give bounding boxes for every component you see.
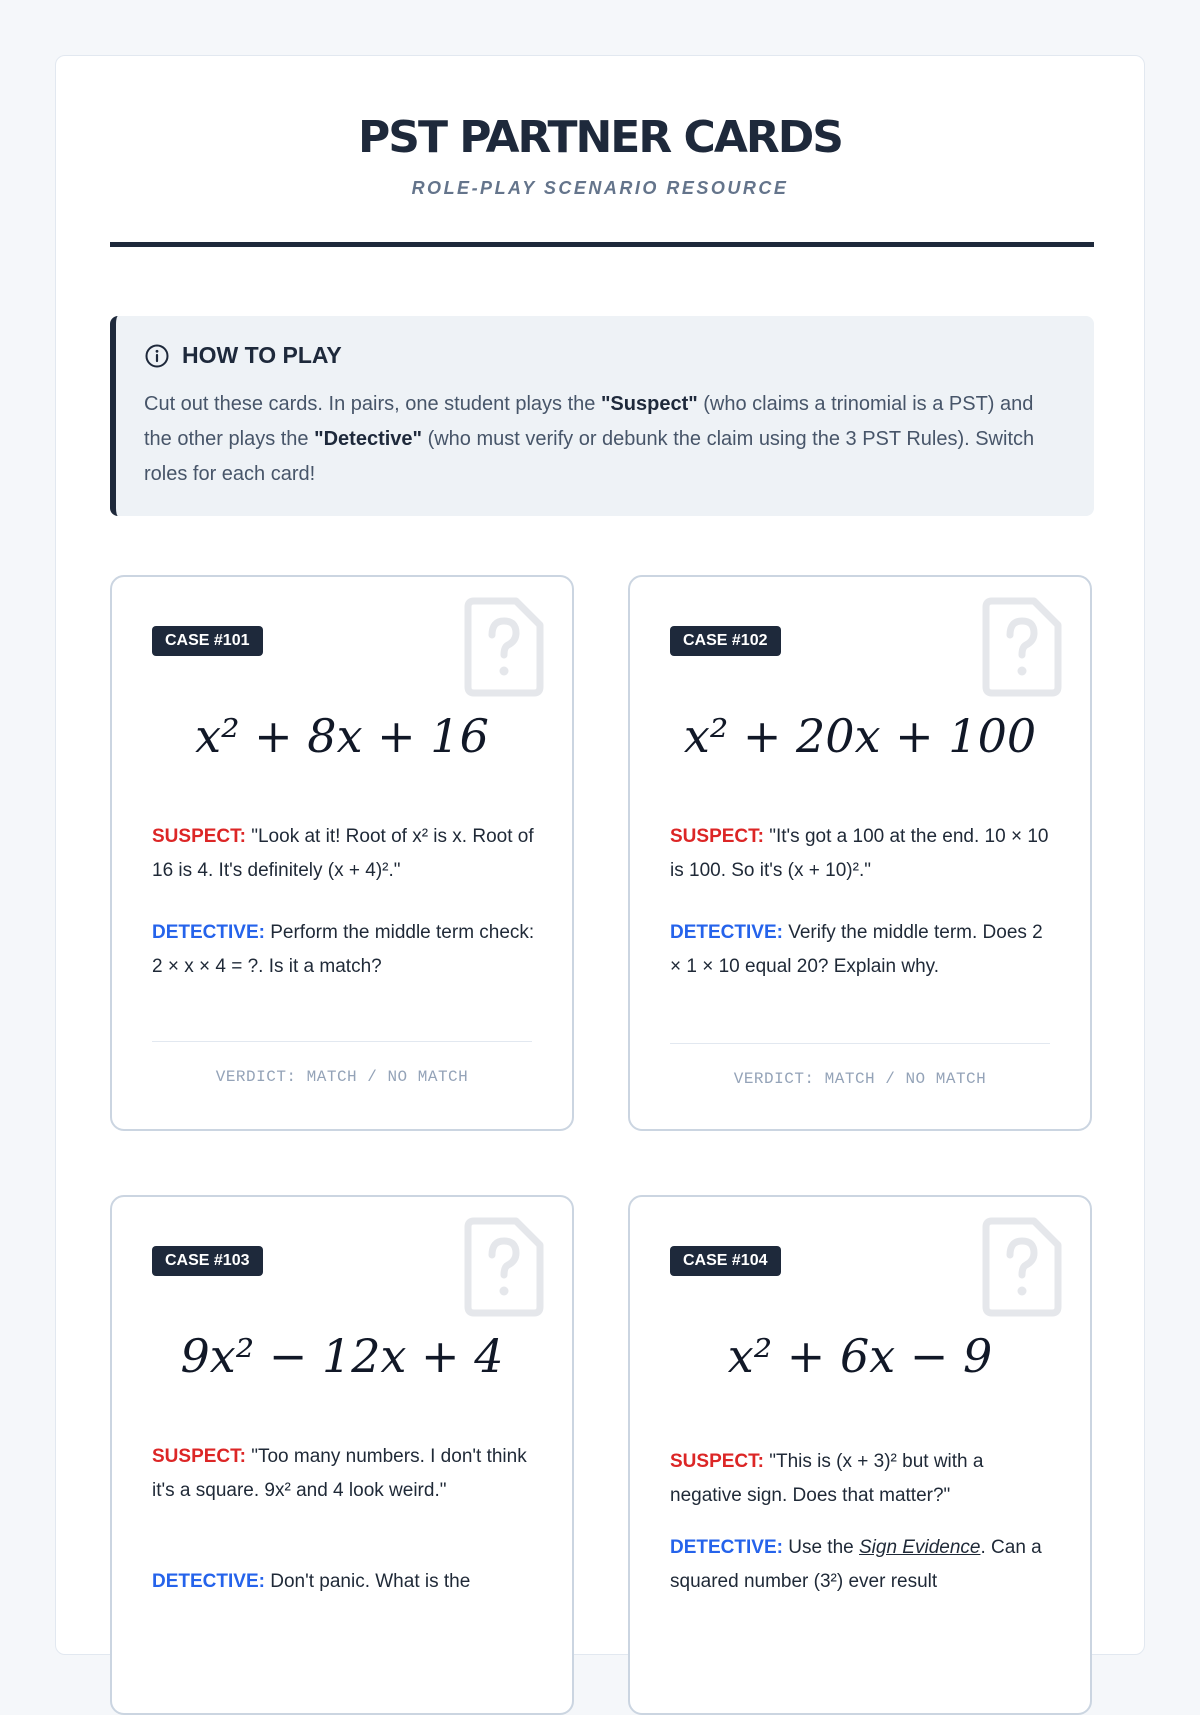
page-title: PST PARTNER CARDS	[358, 112, 842, 163]
how-to-play-heading: HOW TO PLAY	[182, 342, 342, 368]
detective-role: "Detective"	[314, 428, 423, 450]
how-to-play-box	[110, 316, 1094, 516]
how-to-play-text: Cut out these cards. In pairs, one student plays the "Suspect" (who claims a trinomial is a PST) and the other plays the "Detective" (who must verify or debunk the claim using the 3 PST Rules). Switch roles for each card!	[144, 393, 1035, 485]
trinomial-expression: x² + 8x + 16	[195, 709, 489, 763]
detective-task: DETECTIVE: Use the Sign Evidence. Can a squared number (3²) ever result	[670, 1537, 1042, 1592]
unknown-file-icon	[462, 597, 546, 697]
trinomial-expression: 9x² − 12x + 4	[180, 1329, 504, 1383]
suspect-statement: SUSPECT: "Look at it! Root of x² is x. Root of 16 is 4. It's definitely (x + 4)²."	[152, 826, 534, 881]
verdict-line: VERDICT: MATCH / NO MATCH	[733, 1070, 987, 1088]
case-card	[110, 575, 574, 1131]
suspect-statement: SUSPECT: "This is (x + 3)² but with a negative sign. Does that matter?"	[670, 1451, 984, 1506]
title-divider	[110, 242, 1094, 247]
worksheet	[55, 55, 1145, 1655]
unknown-file-icon	[980, 1217, 1064, 1317]
suspect-statement: SUSPECT: "It's got a 100 at the end. 10 × 10 is 100. So it's (x + 10)²."	[670, 826, 1049, 881]
info-icon	[144, 343, 170, 369]
page-subtitle: ROLE-PLAY SCENARIO RESOURCE	[411, 178, 789, 198]
verdict-line: VERDICT: MATCH / NO MATCH	[215, 1068, 469, 1086]
case-badge: CASE #101	[152, 626, 263, 656]
suspect-statement: SUSPECT: "Too many numbers. I don't think it's a square. 9x² and 4 look weird."	[152, 1446, 527, 1501]
detective-task: DETECTIVE: Don't panic. What is the	[152, 1571, 471, 1592]
card-divider	[670, 1043, 1050, 1044]
case-card	[628, 1195, 1092, 1715]
unknown-file-icon	[980, 597, 1064, 697]
case-badge: CASE #103	[152, 1246, 263, 1276]
card-divider	[152, 1041, 532, 1042]
case-badge: CASE #102	[670, 626, 781, 656]
trinomial-expression: x² + 20x + 100	[683, 709, 1037, 763]
sign-evidence-link[interactable]: Sign Evidence	[859, 1537, 981, 1558]
unknown-file-icon	[462, 1217, 546, 1317]
trinomial-expression: x² + 6x − 9	[727, 1329, 993, 1383]
how-to-play-header	[144, 342, 1066, 369]
detective-task: DETECTIVE: Perform the middle term check: 2 × x × 4 = ?. Is it a match?	[152, 922, 535, 977]
case-card	[110, 1195, 574, 1715]
case-badge: CASE #104	[670, 1246, 781, 1276]
case-card	[628, 575, 1092, 1131]
detective-task: DETECTIVE: Verify the middle term. Does 2 × 1 × 10 equal 20? Explain why.	[670, 922, 1043, 977]
suspect-role: "Suspect"	[600, 393, 698, 415]
